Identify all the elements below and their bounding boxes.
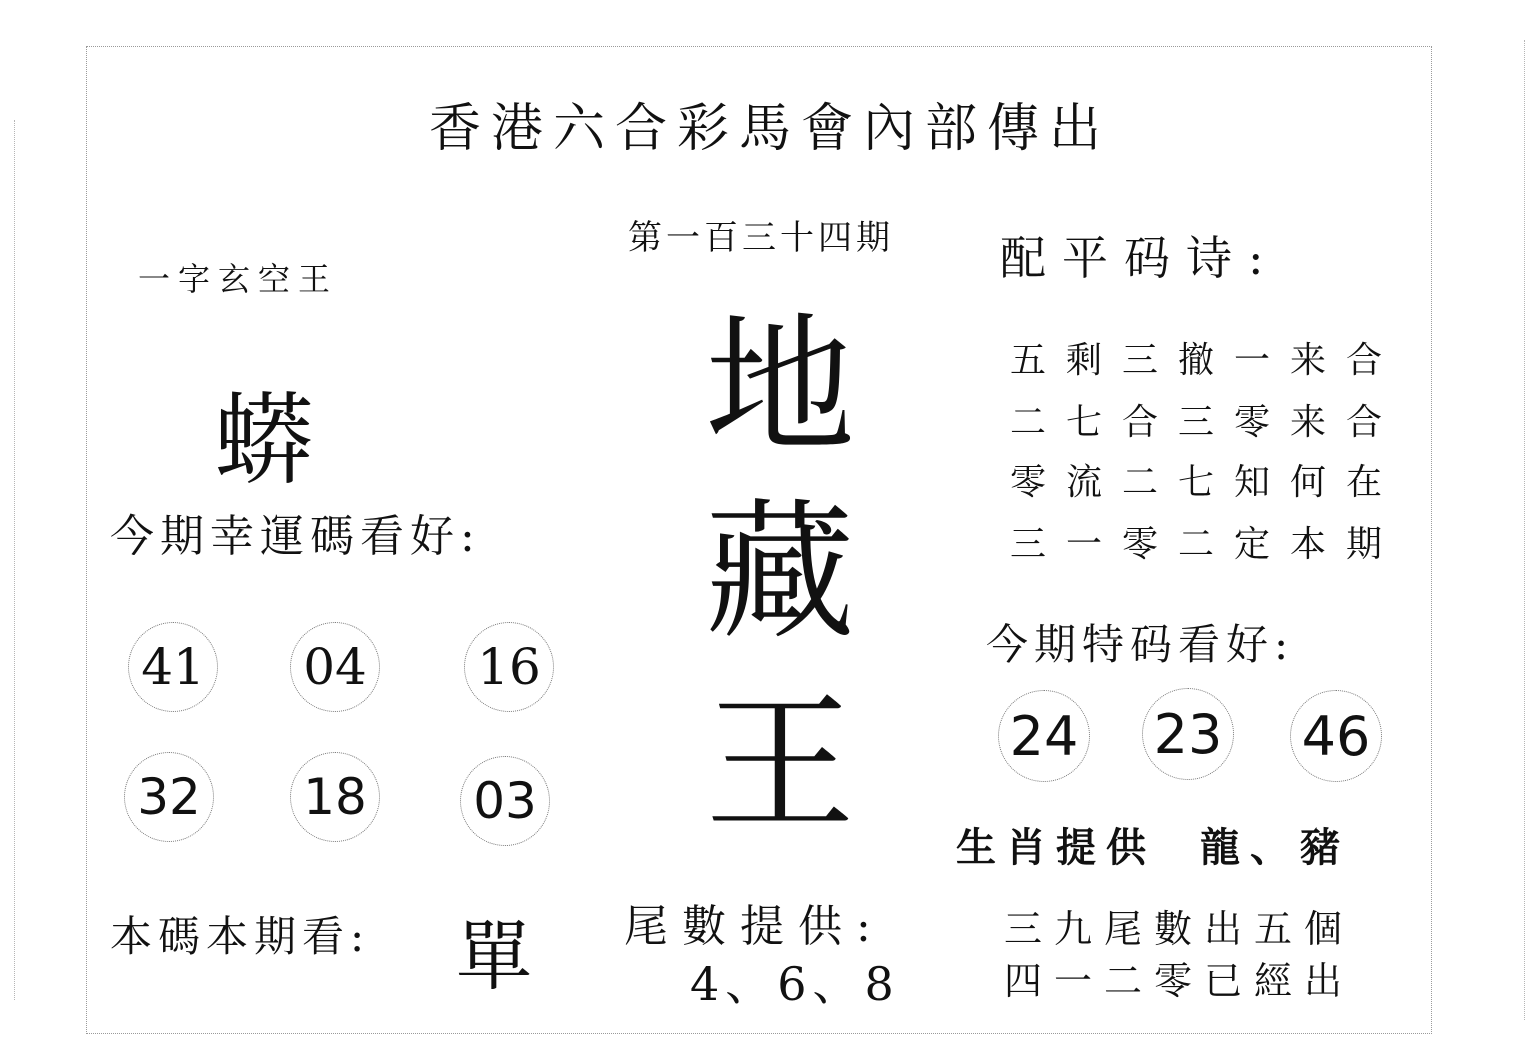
big-character: 王 — [704, 678, 855, 852]
lucky-number: 41 — [128, 622, 218, 712]
poem-line: 二七合三零来合 — [1010, 402, 1403, 443]
oddeven-heading: 本碼本期看: — [110, 912, 371, 961]
tail-numbers: 4、6、8 — [690, 957, 900, 1011]
special-number: 46 — [1290, 690, 1382, 782]
lucky-number: 16 — [464, 622, 554, 712]
lucky-number: 18 — [290, 752, 380, 842]
big-character: 地 — [704, 300, 855, 474]
zodiac-values: 龍、豬 — [1200, 825, 1350, 871]
poem-heading: 配平码诗: — [1000, 231, 1280, 285]
special-numbers-heading: 今期特码看好: — [986, 620, 1295, 669]
lucky-number: 04 — [290, 622, 380, 712]
big-character: 藏 — [704, 486, 855, 660]
scan-edge-right — [1524, 40, 1525, 1020]
lucky-numbers-heading: 今期幸運碼看好: — [110, 511, 481, 562]
poem-line: 零流二七知何在 — [1010, 462, 1403, 503]
lucky-number: 03 — [460, 756, 550, 846]
poem-line: 五剩三撤一来合 — [1010, 340, 1403, 381]
zodiac-label: 生肖提供 — [956, 825, 1156, 871]
zodiac-character: 蟒 — [214, 382, 314, 499]
lucky-number: 32 — [124, 752, 214, 842]
poem-line: 三一零二定本期 — [1010, 524, 1403, 565]
scan-edge-left — [14, 120, 15, 1000]
issue-number: 第一百三十四期 — [628, 218, 894, 258]
special-number: 24 — [998, 690, 1090, 782]
zodiac-line — [956, 816, 1350, 873]
tail-poem-line: 三九尾數出五個 — [1004, 907, 1355, 951]
page-title: 香港六合彩馬會內部傳出 — [428, 99, 1111, 159]
oddeven-value: 單 — [456, 912, 532, 1001]
tail-poem-line: 四一二零已經出 — [1004, 959, 1355, 1003]
xuankong-label: 一字玄空王 — [138, 260, 339, 298]
tail-heading: 尾數提供: — [624, 901, 885, 952]
special-number: 23 — [1142, 688, 1234, 780]
